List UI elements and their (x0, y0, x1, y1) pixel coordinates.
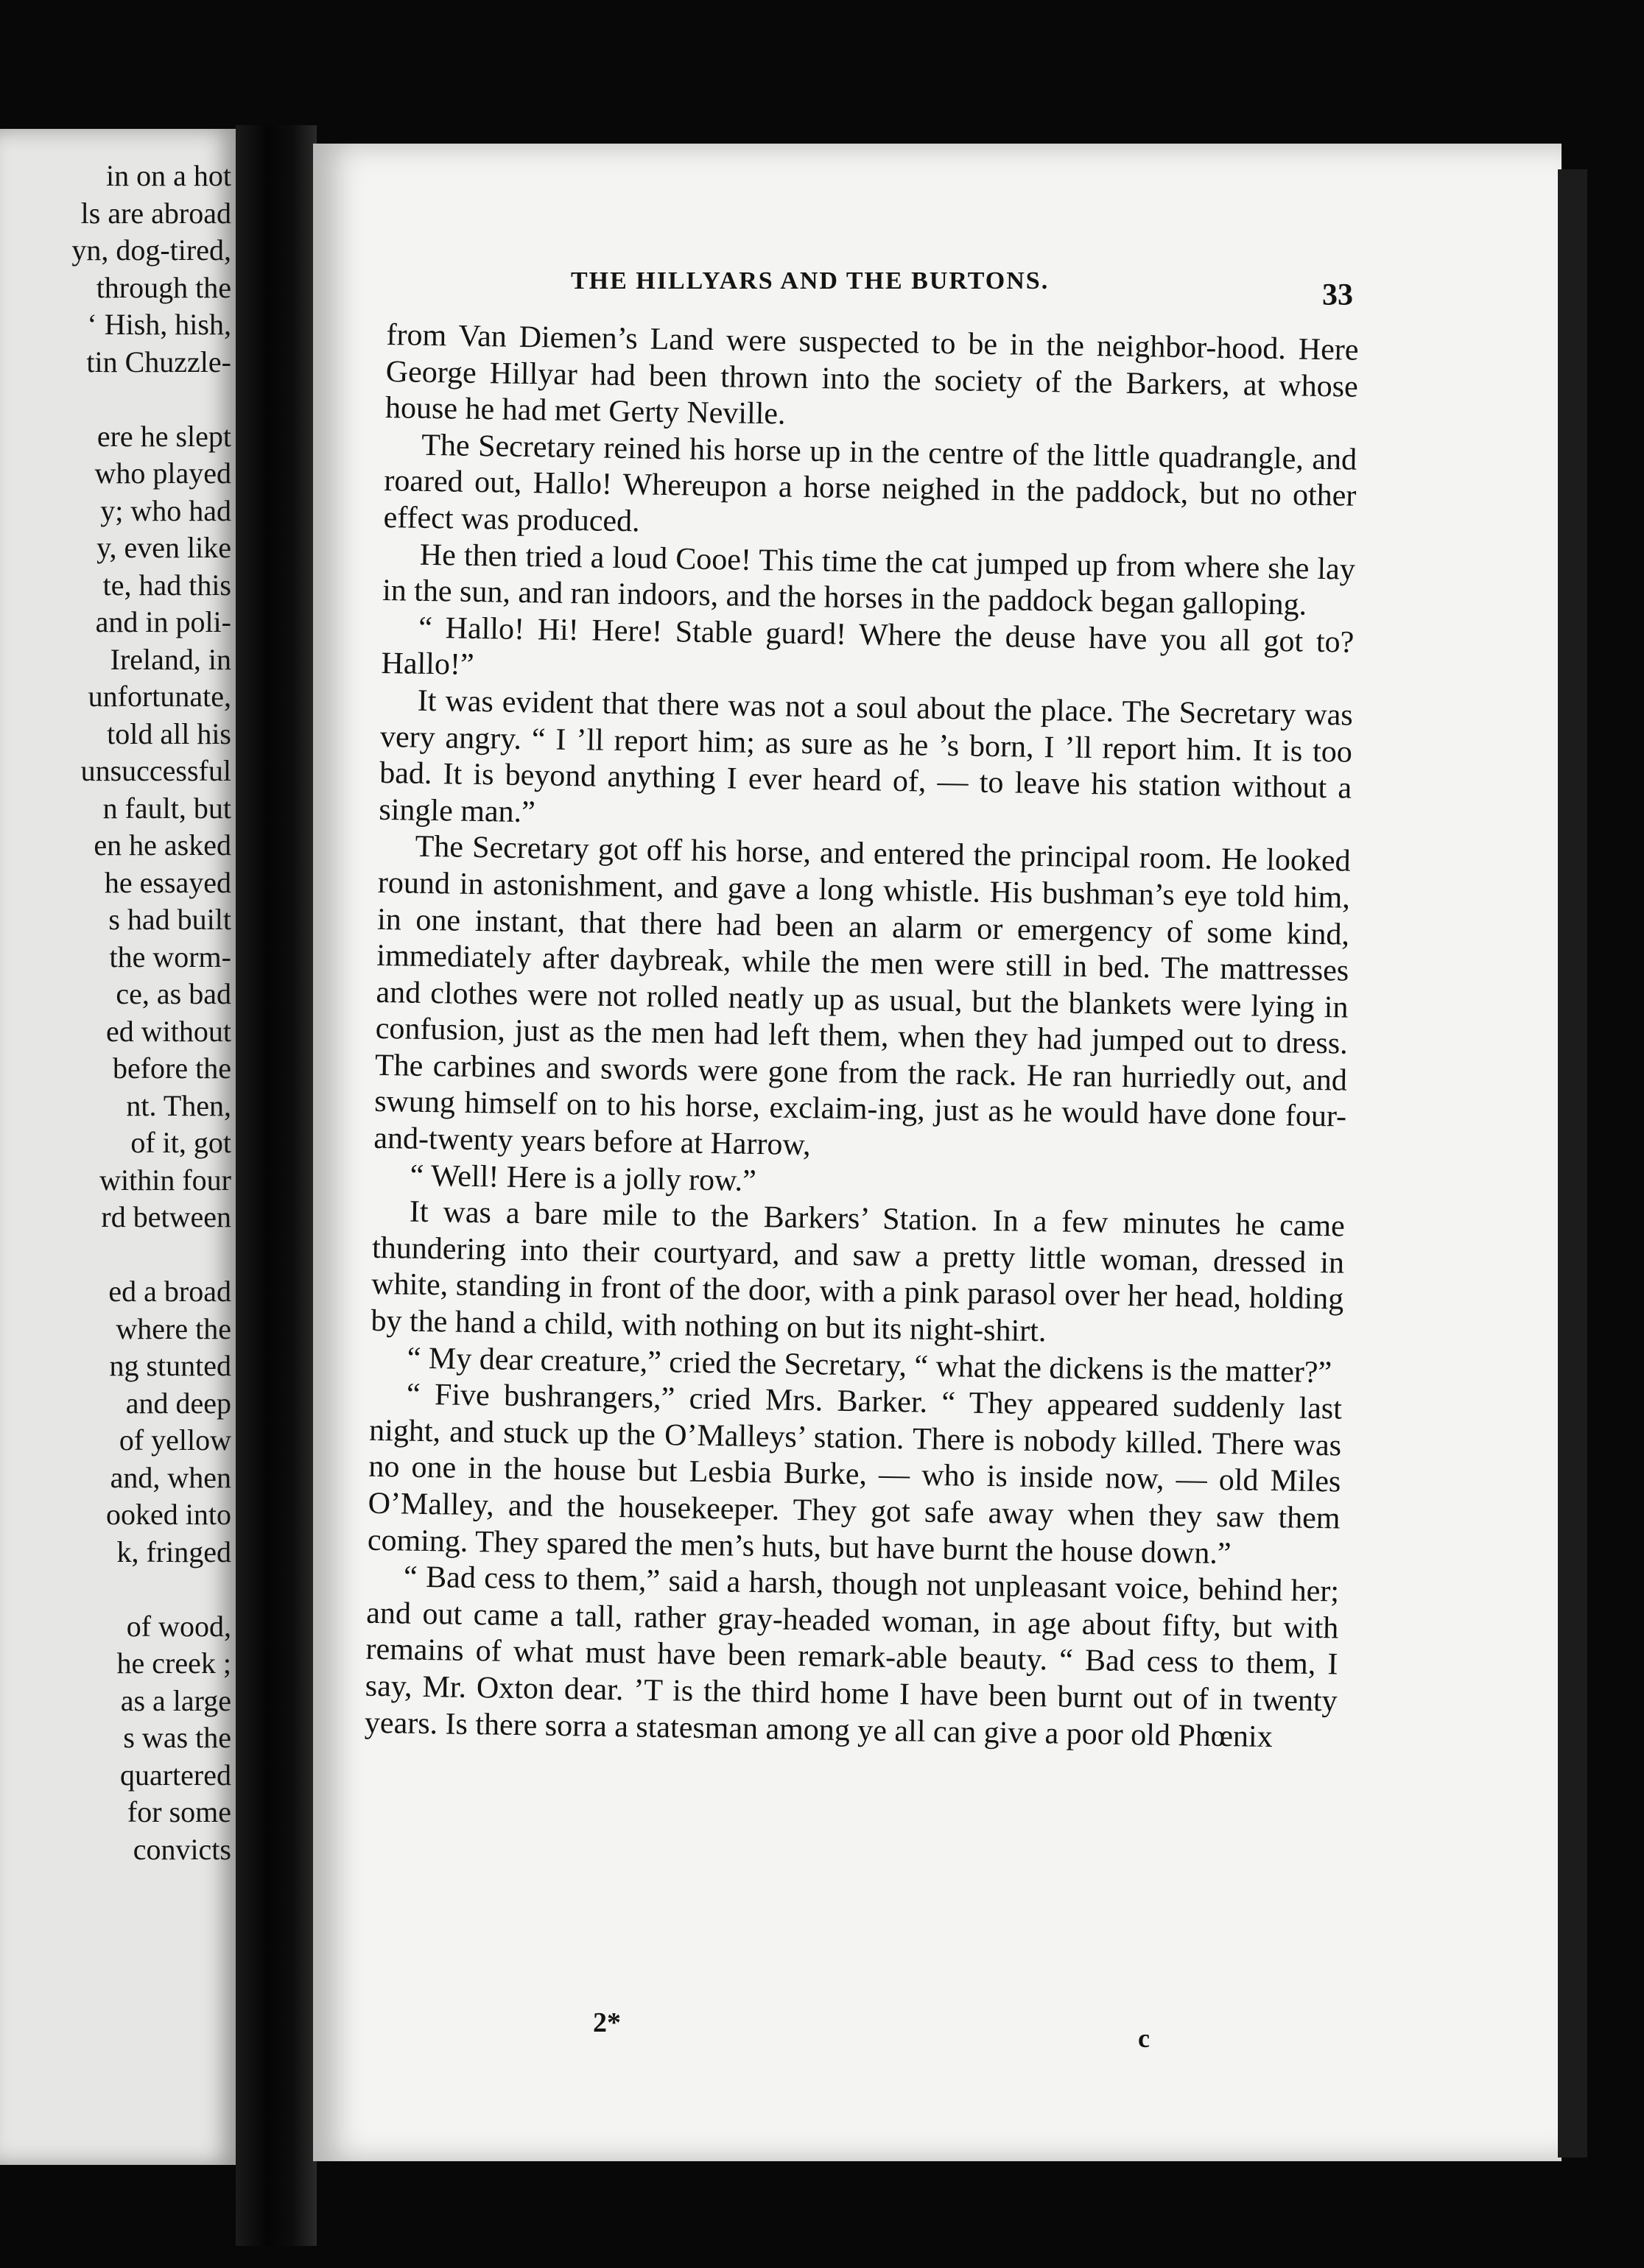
left-page-line: ed without (106, 1014, 231, 1048)
left-page-line: and deep (125, 1386, 231, 1420)
left-page-line: unsuccessful (80, 754, 231, 787)
page-edge-shadow (1558, 169, 1587, 2158)
body-paragraph: It was a bare mile to the Barkers’ Station. In a few minutes he came thundering into their courtyard, and saw a pretty little woman, dressed in white, standing in front of the door, with a pink parasol over her head, holding by the hand a child, with nothing on but its night-shirt. (370, 1194, 1346, 1349)
left-page-line: told all his (107, 716, 231, 750)
sheet-letter: c (1138, 2024, 1150, 2053)
left-page-line: unfortunate, (88, 680, 231, 713)
left-page-line: the worm- (109, 940, 231, 973)
page-number: 33 (1322, 278, 1353, 312)
left-page-line: through the (96, 270, 231, 304)
left-page-line: rd between (101, 1200, 231, 1233)
left-page-line: of wood, (126, 1609, 231, 1643)
left-page-line: yn, dog-tired, (71, 233, 231, 267)
body-paragraph: The Secretary got off his horse, and entered the principal room. He looked round in astonishment, and gave a long whistle. His bushman’s eye told him, in one instant, that there had been an alarm or emergency of some kind, immediately after daybreak, while the men were still in bed. The mattresses and clothes were not rolled neatly up as usual, but the blankets were lying in confusion, just as the men had left them, when they had jumped out to dress. The carbines and swords were gone from the rack. He ran hurriedly out, and swung himself on to his horse, exclaim-ing, just as he would have done four-and-twenty years before at Harrow, (373, 830, 1351, 1163)
left-page-line: where the (116, 1311, 231, 1345)
left-page-line: and in poli- (95, 605, 231, 638)
body-paragraph: The Secretary reined his horse up in the centre of the little quadrangle, and roared out, Hallo! Whereupon a horse neighed in the paddock, but no other effect was produced. (383, 428, 1357, 539)
left-page-line: n fault, but (102, 791, 231, 825)
left-page-line: he essayed (104, 865, 231, 899)
signature-mark: 2* (593, 2007, 621, 2038)
left-page-line: convicts (133, 1832, 231, 1866)
left-page-line: ‘ Hish, hish, (87, 308, 231, 341)
left-page-line: for some (127, 1795, 231, 1828)
left-page-line: ed a broad (108, 1275, 231, 1308)
left-page-line: nt. Then, (126, 1088, 231, 1122)
left-page-line: s had built (108, 903, 231, 936)
left-page-line: k, fringed (116, 1535, 231, 1568)
left-page-line: and, when (110, 1460, 231, 1494)
left-page-line: s was the (123, 1721, 231, 1754)
left-page-line: as a large (120, 1683, 231, 1717)
left-page-line: within four (99, 1163, 231, 1197)
left-page-line: before the (112, 1052, 231, 1085)
left-page-line: ere he slept (96, 419, 231, 453)
left-page-line: he creek ; (116, 1647, 231, 1680)
left-page-line: en he asked (94, 828, 231, 862)
right-page (313, 144, 1562, 2161)
running-head: THE HILLYARS AND THE BURTONS. (571, 267, 1050, 295)
body-paragraph: “ Five bushrangers,” cried Mrs. Barker. “ They appeared suddenly last night, and stuck up the O’Malleys’ station. There is nobody killed. There was no one in the house but Lesbia Burke, — who is inside now, — old Miles O’Malley, and the housekeeper. They got safe away when they saw them coming. They spared the men’s huts, but have burnt the house down.” (367, 1377, 1343, 1571)
left-page-line: y; who had (100, 493, 231, 527)
left-page-line: quartered (119, 1758, 231, 1792)
left-page-line: of yellow (119, 1423, 231, 1457)
body-paragraph: “ Hallo! Hi! Here! Stable guard! Where the deuse have you all got to? Hallo!” (381, 610, 1355, 683)
left-page-line: who played (94, 457, 231, 490)
left-page-line: of it, got (130, 1126, 231, 1159)
body-paragraph: He then tried a loud Cooe! This time the cat jumped up from where she lay in the sun, and ran indoors, and the horses in the paddock began galloping. (382, 538, 1356, 622)
body-paragraph: “ My dear creature,” cried the Secretary, “ what the dickens is the matter?” (407, 1341, 1332, 1390)
body-paragraph: “ Bad cess to them,” said a harsh, though not unpleasant voice, behind her; and out came a tall, rather gray-headed woman, in age about fifty, but with remains of what must have been remark-able beauty. “ Bad cess to them, I say, Mr. Oxton dear. ’T is the third home I have been burnt out of in twenty years. Is there sorra a statesman among ye all can give a poor old Phœnix (364, 1560, 1340, 1754)
left-page-line: in on a hot (106, 159, 231, 192)
page-body-text (365, 317, 1359, 1757)
left-page-line: tin Chuzzle- (86, 345, 231, 378)
left-page-line: Ireland, in (110, 642, 231, 676)
left-page-line: ls are abroad (80, 196, 231, 230)
left-page-line: ng stunted (109, 1349, 231, 1382)
left-page-line: y, even like (96, 531, 231, 564)
body-paragraph: It was evident that there was not a soul about the place. The Secretary was very angry. “ I ’ll report him; as sure as he ’s born, I ’ll report him. It is too bad. It is beyond anything I ever heard of, — to leave his station without a single man.” (379, 683, 1354, 829)
left-page (0, 129, 237, 2165)
body-paragraph: from Van Diemen’s Land were suspected to be in the neighbor-hood. Here George Hillyar had been thrown into the society of the Barkers, at whose house he had met Gerty Neville. (384, 317, 1359, 432)
book-gutter (236, 125, 317, 2246)
left-page-line: ooked into (106, 1498, 231, 1531)
body-paragraph: “ Well! Here is a jolly row.” (410, 1158, 757, 1198)
left-page-line: te, had this (102, 568, 231, 602)
left-page-line: ce, as bad (116, 977, 231, 1010)
